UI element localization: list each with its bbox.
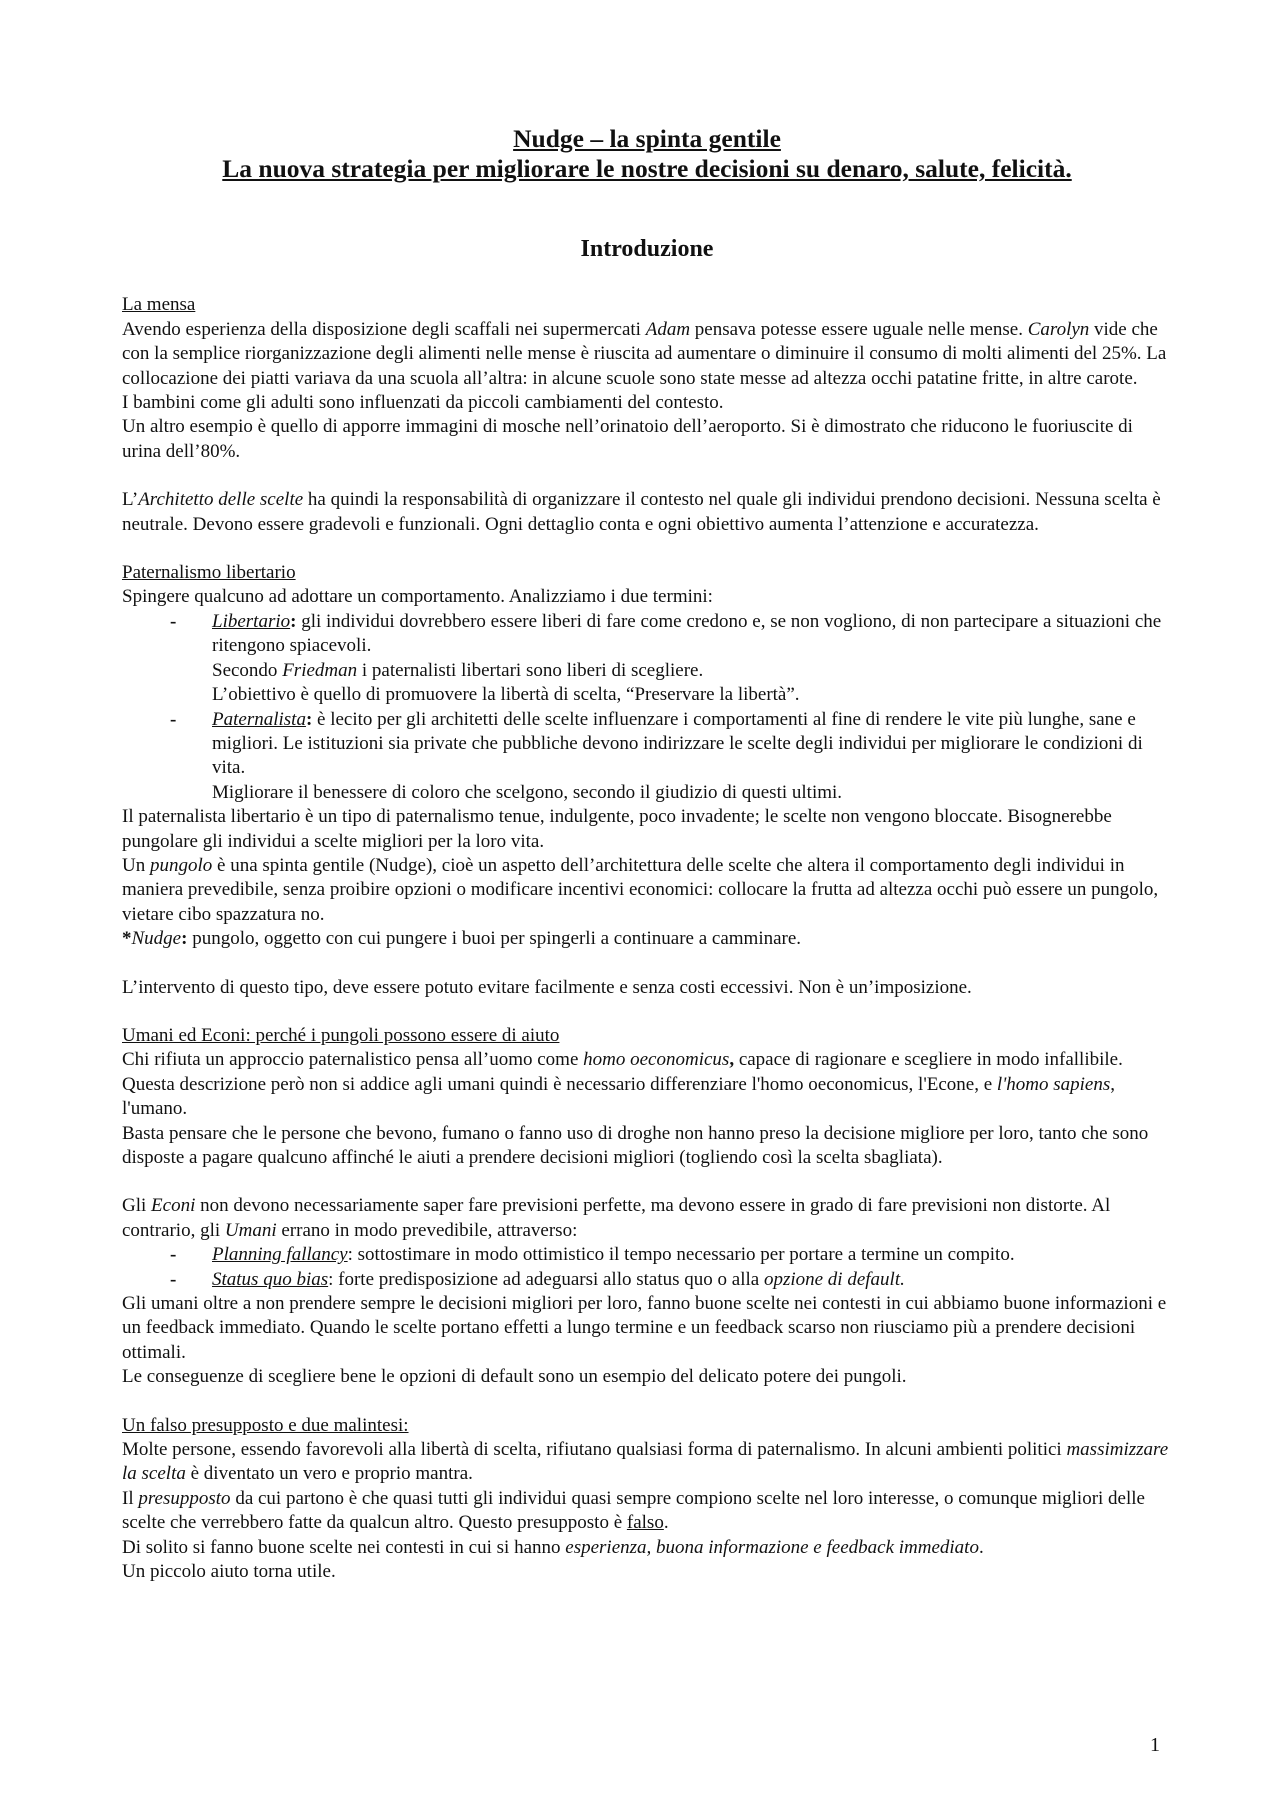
- list-item-paternalista: - Paternalista: è lecito per gli architetti delle scelte influenzare i comportamenti al fine di rendere le vite più lunghe, sane e migliori. Le istituzioni sia private che pubbliche devono indirizzare le scelte degli individui per migliorare le condizioni di vita. Migliorare il benessere di coloro che scelgono, secondo il giudizio di questi ultimi.: [170, 708, 1143, 803]
- list-termini: [122, 610, 1172, 805]
- page-number: 1: [1150, 1734, 1160, 1756]
- list-item-planning-fallancy: - Planning fallancy: sottostimare in modo ottimistico il tempo necessario per portare a termine un compito.: [170, 1244, 1015, 1266]
- paragraph-umani-5: Le conseguenze di scegliere bene le opzioni di default sono un esempio del delicato potere dei pungoli.: [122, 1366, 907, 1388]
- section-title-introduzione: Introduzione: [580, 236, 714, 262]
- paragraph-falso-3: Di solito si fanno buone scelte nei contesti in cui si hanno esperienza, buona informazione e feedback immediato.: [122, 1536, 984, 1558]
- heading-la-mensa: La mensa: [122, 294, 196, 316]
- paragraph-intervento: L’intervento di questo tipo, deve essere potuto evitare facilmente e senza costi eccessivi. Non è un’imposizione.: [122, 976, 972, 998]
- document-title: [122, 124, 1172, 184]
- paragraph-falso-2: Il presupposto da cui partono è che quasi tutti gli individui quasi sempre compiono scelte nel loro interesse, o comunque migliori delle scelte che verrebbero fatte da qualcun altro. Questo presupposto è falso.: [122, 1487, 1145, 1534]
- heading-umani-econi: Umani ed Econi: perché i pungoli possono essere di aiuto: [122, 1024, 560, 1046]
- list-bias: [122, 1243, 1172, 1292]
- paragraph-mensa-2: I bambini come gli adulti sono influenzati da piccoli cambiamenti del contesto.: [122, 392, 724, 414]
- heading-paternalismo-libertario: Paternalismo libertario: [122, 562, 296, 584]
- document-page: [122, 124, 1172, 1585]
- paragraph-mensa-1: Avendo esperienza della disposizione degli scaffali nei supermercati Adam pensava potesse essere uguale nelle mense. Carolyn vide che con la semplice riorganizzazione degli alimenti nelle mense è riuscita ad aumentare o diminuire il consumo di molti alimenti del 25%. La collocazione dei piatti variava da una scuola all’altra: in alcune scuole sono state messe ad altezza occhi patatine fritte, in altre carote.: [122, 318, 1167, 389]
- paragraph-architetto: L’Architetto delle scelte ha quindi la responsabilità di organizzare il contesto nel quale gli individui prendono decisioni. Nessuna scelta è neutrale. Devono essere gradevoli e funzionali. Ogni dettaglio conta e ogni obiettivo aumenta l’attenzione e accuratezza.: [122, 489, 1161, 535]
- paragraph-paternalismo-intro: Spingere qualcuno ad adottare un comportamento. Analizziamo i due termini:: [122, 586, 713, 608]
- paragraph-nudge-definition: *Nudge: pungolo, oggetto con cui pungere i buoi per spingerli a continuare a camminare.: [122, 928, 802, 950]
- paragraph-umani-4: Gli umani oltre a non prendere sempre le decisioni migliori per loro, fanno buone scelte nei contesti in cui abbiamo buone informazioni e un feedback immediato. Quando le scelte portano effetti a lungo termine e un feedback scarso non riusciamo più a prendere decisioni ottimali.: [122, 1293, 1167, 1363]
- title-line-2: La nuova strategia per migliorare le nostre decisioni su denaro, salute, felicità.: [222, 154, 1072, 183]
- paragraph-paternalista-libertario: Il paternalista libertario è un tipo di paternalismo tenue, indulgente, poco invadente; le scelte non vengono bloccate. Bisognerebbe pungolare gli individui a scelte migliori per la loro vita.: [122, 806, 1112, 852]
- paragraph-pungolo: Un pungolo è una spinta gentile (Nudge), cioè un aspetto dell’architettura delle scelte che altera il comportamento degli individui in maniera prevedibile, senza proibire opzioni o modificare incentivi economici: collocare la frutta ad altezza occhi può essere un pungolo, vietare cibo spazzatura no.: [122, 854, 1159, 925]
- paragraph-falso-1: Molte persone, essendo favorevoli alla libertà di scelta, rifiutano qualsiasi forma di paternalismo. In alcuni ambienti politici massimizzare la scelta è diventato un vero e proprio mantra.: [122, 1439, 1169, 1485]
- paragraph-falso-4: Un piccolo aiuto torna utile.: [122, 1561, 336, 1583]
- paragraph-umani-3: Gli Econi non devono necessariamente saper fare previsioni perfette, ma devono essere in grado di fare previsioni non distorte. Al contrario, gli Umani errano in modo prevedibile, attraverso:: [122, 1195, 1111, 1241]
- list-item-status-quo-bias: - Status quo bias: forte predisposizione ad adeguarsi allo status quo o alla opzione di default.: [170, 1268, 905, 1290]
- paragraph-umani-2: Basta pensare che le persone che bevono, fumano o fanno uso di droghe non hanno preso la decisione migliore per loro, tanto che sono disposte a pagare qualcuno affinché le aiuti a prendere decisioni migliori (togliendo così la scelta sbagliata).: [122, 1122, 1149, 1168]
- heading-falso-presupposto: Un falso presupposto e due malintesi:: [122, 1414, 409, 1436]
- paragraph-umani-1: Chi rifiuta un approccio paternalistico pensa all’uomo come homo oeconomicus, capace di ragionare e scegliere in modo infallibile. Questa descrizione però non si addice agli umani quindi è necessario differenziare l'homo oeconomicus, l'Econe, e l'homo sapiens, l'umano.: [122, 1049, 1123, 1120]
- list-item-libertario: - Libertario: gli individui dovrebbero essere liberi di fare come credono e, se non vogliono, di non partecipare a situazioni che ritengono spiacevoli. Secondo Friedman i paternalisti libertari sono liberi di scegliere. L’obiettivo è quello di promuovere la libertà di scelta, “Preservare la libertà”.: [170, 610, 1162, 706]
- paragraph-mensa-3: Un altro esempio è quello di apporre immagini di mosche nell’orinatoio dell’aeroporto. Si è dimostrato che riducono le fuoriuscite di urina dell’80%.: [122, 416, 1133, 462]
- title-line-1: Nudge – la spinta gentile: [513, 124, 781, 153]
